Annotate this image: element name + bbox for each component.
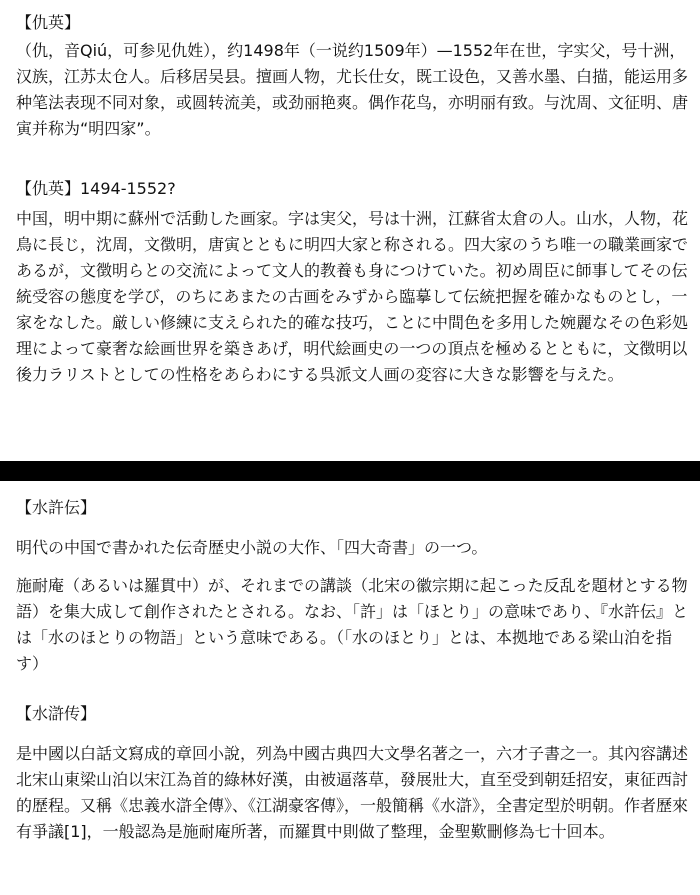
suikoden-ja-heading: 【水許伝】 (16, 498, 97, 517)
qiu-ying-zh-heading: 【仇英】 (16, 13, 81, 32)
qiu-ying-ja-heading: 【仇英】1494-1552? (16, 179, 176, 198)
shuihu-zh-heading: 【水滸传】 (16, 704, 97, 723)
shuihu-zh-body: 是中國以白話文寫成的章回小說，列為中國古典四大文學名著之一，六才子書之一。其內容講述北宋山東梁山泊以宋江為首的綠林好漢，由被逼落草，發展壯大，直至受到朝廷招安，東征西討的歷程。又稱《忠義水滸全傳》、《江湖豪客傳》，一般簡稱《水滸》，全書定型於明朝。作者歷來有爭議[1]，一般認為是施耐庵所著，而羅貫中則做了整理，金聖歎刪修為七十回本。 (16, 744, 689, 841)
suikoden-ja-para1: 明代の中国で書かれた伝奇歴史小説の大作、「四大奇書」の一つ。 (16, 538, 488, 557)
qiu-ying-ja-body: 中国，明中期に蘇州で活動した画家。字は実父，号は十洲，江蘇省太倉の人。山水，人物，花鳥に長じ，沈周，文徴明，唐寅とともに明四大家と称される。四大家のうち唯一の職業画家であるが，文徴明らとの交流によって文人的教養も身につけていた。初め周臣に師事してその伝統受容の態度を学び，のちにあまたの古画をみずから臨摹して伝統把握を確かなものとし，一家をなした。厳しい修練に支えられた的確な技巧，ことに中間色を多用した婉麗なその色彩処理によって豪奢な絵画世界を築きあげ，明代絵画史の一つの頂点を極めるとともに，文徴明以後力ラリストとしての性格をあらわにする呉派文人画の変容に大きな影響を与えた。 (16, 209, 689, 384)
suikoden-ja-para2: 施耐庵（あるいは羅貫中）が、それまでの講談（北宋の徽宗期に起こった反乱を題材とする物語）を集大成して創作されたとされる。なお、「許」は「ほとり」の意味であり、『水許伝』とは「水のほとりの物語」という意味である。（「水のほとり」とは、本拠地である梁山泊を指す） (16, 576, 689, 673)
section-divider (0, 461, 700, 481)
bottom-section (0, 481, 700, 895)
qiu-ying-zh-body: （仇，音Qiú，可参见仇姓），约1498年（一说约1509年）—1552年在世，字实父，号十洲，汉族，江苏太仓人。后移居吴县。擅画人物，尤长仕女，既工设色，又善水墨、白描，能运用多种笔法表现不同对象，或圆转流美，或劲丽艳爽。偶作花鸟，亦明丽有致。与沈周、文征明、唐寅并称为“明四家”。 (16, 41, 689, 138)
